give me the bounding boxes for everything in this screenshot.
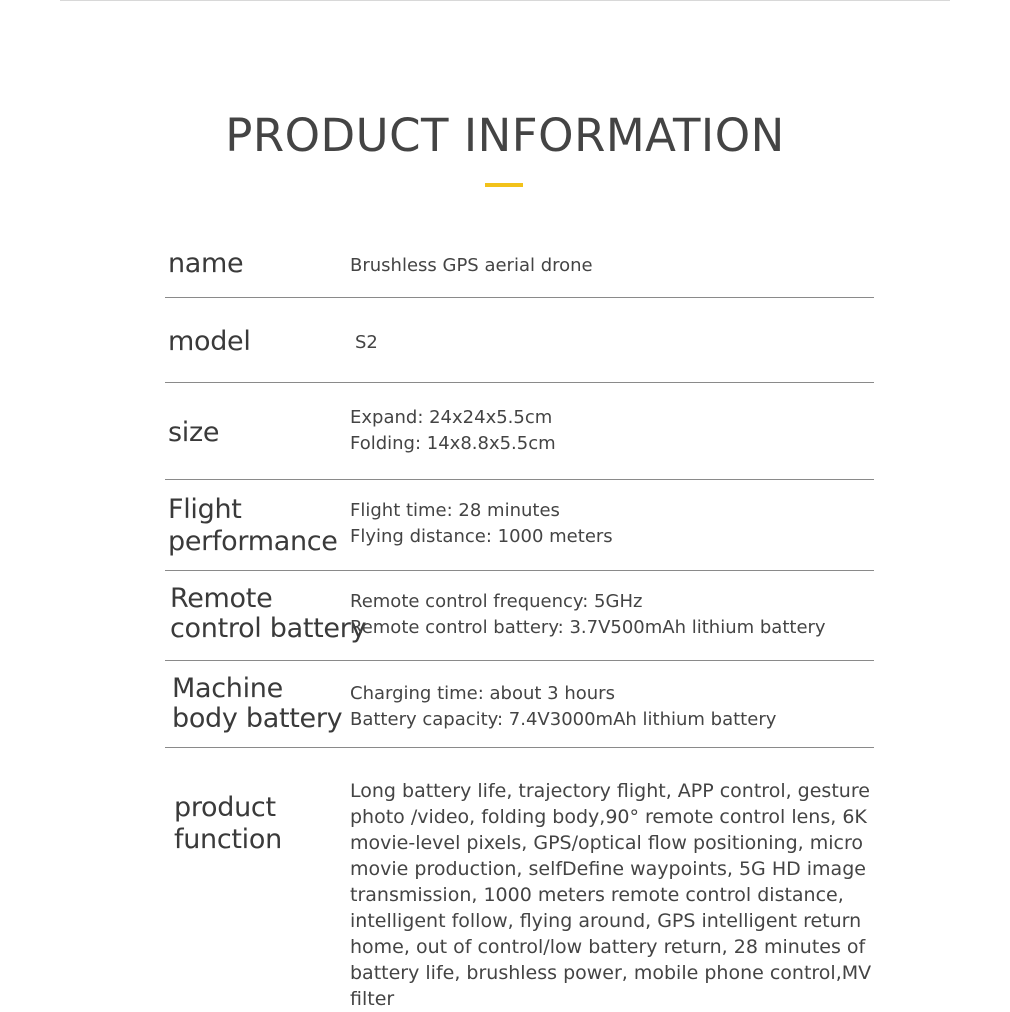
spec-label: model — [168, 326, 251, 357]
spec-row-remote-control-battery — [165, 584, 875, 654]
spec-row-product-function — [165, 778, 875, 1010]
spec-value-line: S2 — [355, 332, 378, 353]
spec-value — [350, 253, 593, 279]
spec-label — [170, 584, 366, 644]
spec-value — [350, 589, 826, 641]
spec-value-line: Brushless GPS aerial drone — [350, 255, 593, 276]
row-divider — [165, 660, 874, 661]
spec-label-line: function — [174, 824, 282, 855]
spec-row-machine-body-battery — [165, 674, 875, 744]
spec-label-line: Machine — [172, 673, 283, 704]
row-divider — [165, 297, 874, 298]
spec-value-line: Remote control battery: 3.7V500mAh lithium battery — [350, 617, 826, 638]
title-accent-bar — [485, 183, 523, 187]
spec-row-size — [165, 404, 875, 464]
row-divider — [165, 570, 874, 571]
spec-row-flight-performance — [165, 494, 875, 564]
function-description: Long battery life, trajectory flight, APP control, gesture photo /video, folding body,90° remote control lens, 6K movie-level pixels, GPS/optical flow positioning, micro movie production, selfDefine waypoints, 5G HD image transmission, 1000 meters remote control distance, intelligent follow, flying around, GPS intelligent return home, out of control/low battery return, 28 minutes of battery life, brushless power, mobile phone control,MV filter — [350, 780, 872, 1010]
spec-label-line: body battery — [172, 703, 343, 734]
spec-label — [174, 792, 282, 856]
spec-value — [350, 498, 613, 550]
spec-row-name — [165, 240, 875, 290]
spec-value — [355, 330, 378, 356]
spec-label — [172, 674, 342, 734]
spec-label: size — [168, 417, 220, 448]
spec-value — [350, 681, 776, 733]
page-title: PRODUCT INFORMATION — [225, 109, 785, 162]
row-divider — [165, 747, 874, 748]
spec-value — [350, 405, 556, 457]
spec-label: name — [168, 248, 244, 279]
spec-value-line: Charging time: about 3 hours — [350, 683, 615, 704]
spec-value-line: Flying distance: 1000 meters — [350, 526, 613, 547]
spec-label-line: product — [174, 792, 276, 823]
spec-row-model — [165, 318, 875, 368]
spec-value-line: Battery capacity: 7.4V3000mAh lithium battery — [350, 709, 777, 730]
top-rule — [60, 0, 950, 1]
spec-value-line: Flight time: 28 minutes — [350, 500, 560, 521]
spec-label-line: Remote — [170, 583, 273, 614]
spec-value-line: Folding: 14x8.8x5.5cm — [350, 433, 556, 454]
spec-value-line: Remote control frequency: 5GHz — [350, 591, 643, 612]
spec-label-line: performance — [168, 526, 338, 557]
spec-label-line: control battery — [170, 613, 367, 644]
row-divider — [165, 479, 874, 480]
spec-label — [168, 494, 338, 558]
row-divider — [165, 382, 874, 383]
spec-value-line: Expand: 24x24x5.5cm — [350, 407, 553, 428]
spec-label-line: Flight — [168, 494, 242, 525]
